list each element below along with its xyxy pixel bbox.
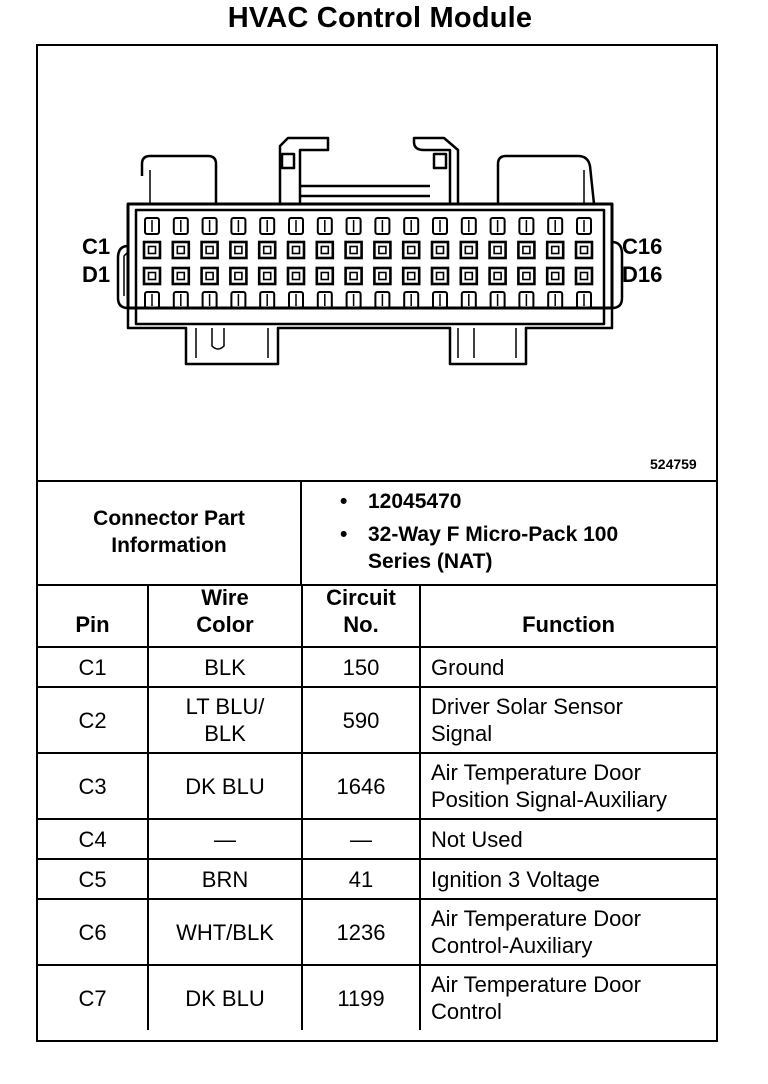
table-row <box>38 819 716 859</box>
cell-pin: C6 <box>38 899 148 965</box>
header-wire-color: Wire Color <box>148 584 302 647</box>
table-row <box>38 899 716 965</box>
pin-contact <box>552 273 559 280</box>
pin-cavity <box>317 242 333 258</box>
cell-wire-color: LT BLU/ BLK <box>148 687 302 753</box>
pin-contact <box>494 247 501 254</box>
pin-contact <box>523 247 530 254</box>
pin-cavity <box>346 268 362 284</box>
cell-wire-color: DK BLU <box>148 753 302 819</box>
pin-cavity <box>144 242 160 258</box>
pin-contact <box>465 247 472 254</box>
pin-contact <box>177 247 184 254</box>
connector-description: • 32-Way F Micro-Pack 100 Series (NAT) <box>334 521 628 575</box>
cell-wire-color: BRN <box>148 859 302 899</box>
pin-contact <box>206 247 213 254</box>
pin-contact <box>177 273 184 280</box>
pin-cavity <box>144 268 160 284</box>
cell-function: Air Temperature Door Position Signal-Auxiliary <box>420 753 716 819</box>
pin-contact <box>321 247 328 254</box>
connector-drawing <box>38 46 716 480</box>
label-c1: C1 <box>82 234 111 259</box>
pin-contact <box>552 247 559 254</box>
cell-wire-color: DK BLU <box>148 965 302 1030</box>
pin-contact <box>149 273 156 280</box>
pin-contact <box>465 273 472 280</box>
pin-contact <box>437 247 444 254</box>
pin-cavity <box>288 268 304 284</box>
pin-contact <box>235 247 242 254</box>
cell-function: Driver Solar Sensor Signal <box>420 687 716 753</box>
cell-pin: C1 <box>38 647 148 687</box>
part-info-list <box>334 486 628 575</box>
pin-cavity <box>490 268 506 284</box>
pin-contact <box>437 273 444 280</box>
pin-contact <box>206 273 213 280</box>
pin-table <box>38 584 716 1030</box>
header-pin: Pin <box>38 584 148 647</box>
pin-contact <box>264 247 271 254</box>
pin-contact <box>408 247 415 254</box>
cell-circuit: 1236 <box>302 899 420 965</box>
cell-function: Ignition 3 Voltage <box>420 859 716 899</box>
pin-cavity <box>461 268 477 284</box>
cell-pin: C2 <box>38 687 148 753</box>
pin-contact <box>264 273 271 280</box>
connector-diagram <box>38 46 716 482</box>
pin-cavity <box>346 242 362 258</box>
cell-pin: C5 <box>38 859 148 899</box>
pin-contact <box>494 273 501 280</box>
pin-contact <box>350 247 357 254</box>
pin-contact <box>379 247 386 254</box>
pin-cavity <box>173 268 189 284</box>
cell-function: Ground <box>420 647 716 687</box>
cell-wire-color: — <box>148 819 302 859</box>
pin-contact <box>379 273 386 280</box>
pin-contact <box>581 273 588 280</box>
cell-circuit: 590 <box>302 687 420 753</box>
page-title: HVAC Control Module <box>227 2 533 34</box>
part-number: • 12045470 <box>334 486 628 517</box>
cell-circuit: 150 <box>302 647 420 687</box>
pin-cavity <box>173 242 189 258</box>
cell-wire-color: BLK <box>148 647 302 687</box>
cell-pin: C3 <box>38 753 148 819</box>
pin-cavity <box>230 268 246 284</box>
pin-cavity <box>432 242 448 258</box>
pin-contact <box>350 273 357 280</box>
pin-cavity <box>259 268 275 284</box>
pin-contact <box>581 247 588 254</box>
pin-cavity <box>317 268 333 284</box>
pin-cavity <box>547 268 563 284</box>
pin-contact <box>149 247 156 254</box>
cell-circuit: 1646 <box>302 753 420 819</box>
connector-part-info <box>38 480 716 586</box>
pin-cavity <box>432 268 448 284</box>
table-row <box>38 647 716 687</box>
pin-cavity <box>576 242 592 258</box>
pin-cavity <box>518 268 534 284</box>
cell-circuit: — <box>302 819 420 859</box>
label-d1: D1 <box>82 262 111 287</box>
pin-cavity <box>202 242 218 258</box>
pin-cavity <box>288 242 304 258</box>
pin-cavity <box>374 242 390 258</box>
cell-function: Air Temperature Door Control <box>420 965 716 1030</box>
pin-cavity <box>547 242 563 258</box>
pin-cavity <box>461 242 477 258</box>
pin-contact <box>408 273 415 280</box>
table-row <box>38 965 716 1030</box>
pin-cavity <box>374 268 390 284</box>
cell-function: Air Temperature Door Control-Auxiliary <box>420 899 716 965</box>
pin-contact <box>235 273 242 280</box>
cell-function: Not Used <box>420 819 716 859</box>
pin-cavity <box>576 268 592 284</box>
cell-wire-color: WHT/BLK <box>148 899 302 965</box>
pin-contact <box>321 273 328 280</box>
label-c16: C16 <box>622 234 663 259</box>
cell-pin: C4 <box>38 819 148 859</box>
part-info-label: Connector Part Information <box>38 480 302 584</box>
pin-cavity <box>403 268 419 284</box>
cell-pin: C7 <box>38 965 148 1030</box>
pin-contact <box>293 247 300 254</box>
cell-circuit: 41 <box>302 859 420 899</box>
header-function: Function <box>420 584 716 647</box>
pin-cavity <box>259 242 275 258</box>
table-row <box>38 859 716 899</box>
pin-contact <box>523 273 530 280</box>
header-circuit-no: Circuit No. <box>302 584 420 647</box>
pin-cavity <box>202 268 218 284</box>
pin-grid <box>144 218 592 308</box>
cell-circuit: 1199 <box>302 965 420 1030</box>
table-row <box>38 753 716 819</box>
pin-contact <box>293 273 300 280</box>
document-frame <box>36 44 718 1042</box>
pin-cavity <box>403 242 419 258</box>
pin-cavity <box>490 242 506 258</box>
figure-number: 524759 <box>650 456 697 472</box>
table-row <box>38 687 716 753</box>
pin-cavity <box>230 242 246 258</box>
pin-cavity <box>518 242 534 258</box>
label-d16: D16 <box>622 262 663 287</box>
